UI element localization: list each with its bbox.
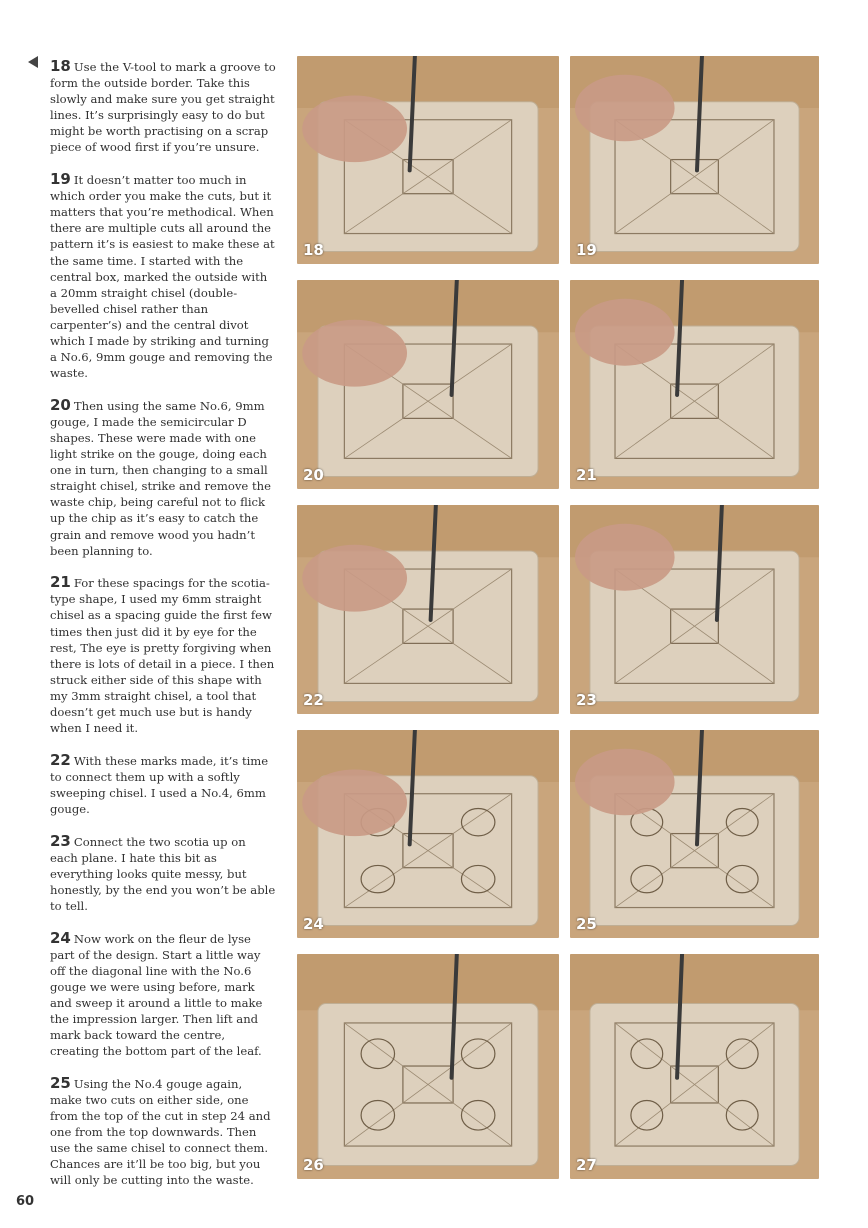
hand — [575, 749, 675, 816]
photo-label: 23 — [576, 691, 597, 709]
photo-label: 26 — [303, 1156, 324, 1174]
step-number: 19 — [50, 170, 71, 189]
carving-photo-image — [570, 505, 819, 714]
step-20 — [50, 397, 276, 559]
step-number: 20 — [50, 395, 71, 414]
carving-photo-image — [570, 56, 819, 264]
carving-photo-image — [570, 730, 819, 938]
carving-photo-image — [297, 954, 559, 1179]
carving-photo-image — [297, 730, 559, 938]
step-number: 25 — [50, 1073, 71, 1092]
hand — [302, 545, 407, 612]
photo-step-26 — [297, 954, 559, 1179]
step-25 — [50, 1075, 276, 1189]
photo-step-20 — [297, 280, 559, 489]
step-23 — [50, 833, 276, 914]
step-19 — [50, 171, 276, 381]
step-text: For these spacings for the scotia-type shape, I used my 6mm straight chisel as a spacing guide the first few times then just did it by eye for the rest, The eye is pretty forgiving when there is lots of detail in a piece. I then struck either side of this shape with my 3mm straight chisel, a tool that doesn’t get much use but is handy when I need it. — [50, 576, 275, 736]
step-text: It doesn’t matter too much in which order you make the cuts, but it matters that you’re methodical. When there are multiple cuts all around the pattern it’s is easiest to make these at the same time. I started with the central box, marked the outside with a 20mm straight chisel (double-bevelled chisel rather than carpenter’s) and the central divot which I made by striking and turning a No.6, 9mm gouge and removing the waste. — [50, 173, 275, 381]
photo-step-24 — [297, 730, 559, 938]
step-number: 23 — [50, 831, 71, 850]
photo-label: 22 — [303, 691, 324, 709]
step-text: Using the No.4 gouge again, make two cuts on either side, one from the top of the cut in step 24 and one from the top downwards. Then use the same chisel to connect them. Chances are it’ll be too big, but you will only be cutting into the waste. — [50, 1076, 271, 1188]
photo-label: 19 — [576, 241, 597, 259]
step-number: 18 — [50, 57, 71, 75]
hand — [302, 770, 407, 837]
photo-step-23 — [570, 505, 819, 714]
step-text: Use the V-tool to mark a groove to form the outside border. Take this slowly and make sure you get straight lines. It’s surprisingly easy to do but might be worth practising on a scrap piece of wood first if you’re unsure. — [50, 60, 276, 155]
step-number: 22 — [50, 750, 71, 769]
step-18 — [50, 58, 276, 156]
step-number: 24 — [50, 928, 71, 947]
back-arrow-icon[interactable] — [28, 56, 38, 68]
bench-shadow — [297, 954, 559, 1010]
hand — [575, 524, 675, 591]
hand — [575, 75, 675, 142]
photo-step-22 — [297, 505, 559, 714]
step-24 — [50, 930, 276, 1060]
step-text: With these marks made, it’s time to connect them up with a softly sweeping chisel. I used a No.4, 6mm gouge. — [50, 753, 269, 816]
carving-photo-image — [570, 954, 819, 1179]
bench-shadow — [570, 954, 819, 1010]
step-text: Connect the two scotia up on each plane. I hate this bit as everything looks quite messy, but honestly, by the end you won’t be able to tell. — [50, 834, 276, 913]
hand — [575, 299, 675, 366]
carving-photo-image — [297, 280, 559, 489]
page-number: 60 — [16, 1194, 35, 1209]
photo-step-18 — [297, 56, 559, 264]
photo-label: 27 — [576, 1156, 597, 1174]
photo-step-19 — [570, 56, 819, 264]
instructions-column — [50, 58, 276, 1204]
carving-photo-image — [570, 280, 819, 489]
photo-label: 24 — [303, 915, 324, 933]
step-number: 21 — [50, 573, 71, 592]
photo-label: 25 — [576, 915, 597, 933]
hand — [302, 96, 407, 163]
step-22 — [50, 752, 276, 817]
photo-step-25 — [570, 730, 819, 938]
hand — [302, 320, 407, 387]
step-text: Then using the same No.6, 9mm gouge, I made the semicircular D shapes. These were made with one light strike on the gouge, doing each one in turn, then changing to a small straight chisel, strike and remove the waste chip, being careful not to flick up the chip as it’s easy to catch the grain and remove wood you hadn’t been planning to. — [50, 398, 271, 558]
photo-label: 18 — [303, 241, 324, 259]
photo-label: 21 — [576, 466, 597, 484]
photo-step-21 — [570, 280, 819, 489]
step-text: Now work on the fleur de lyse part of the design. Start a little way off the diagonal line with the No.6 gouge we were using before, mark and sweep it around a little to make the impression larger. Then lift and mark back toward the centre, creating the bottom part of the leaf. — [50, 931, 263, 1059]
photo-step-27 — [570, 954, 819, 1179]
step-21 — [50, 574, 276, 736]
photo-label: 20 — [303, 466, 324, 484]
carving-photo-image — [297, 505, 559, 714]
carving-photo-image — [297, 56, 559, 264]
